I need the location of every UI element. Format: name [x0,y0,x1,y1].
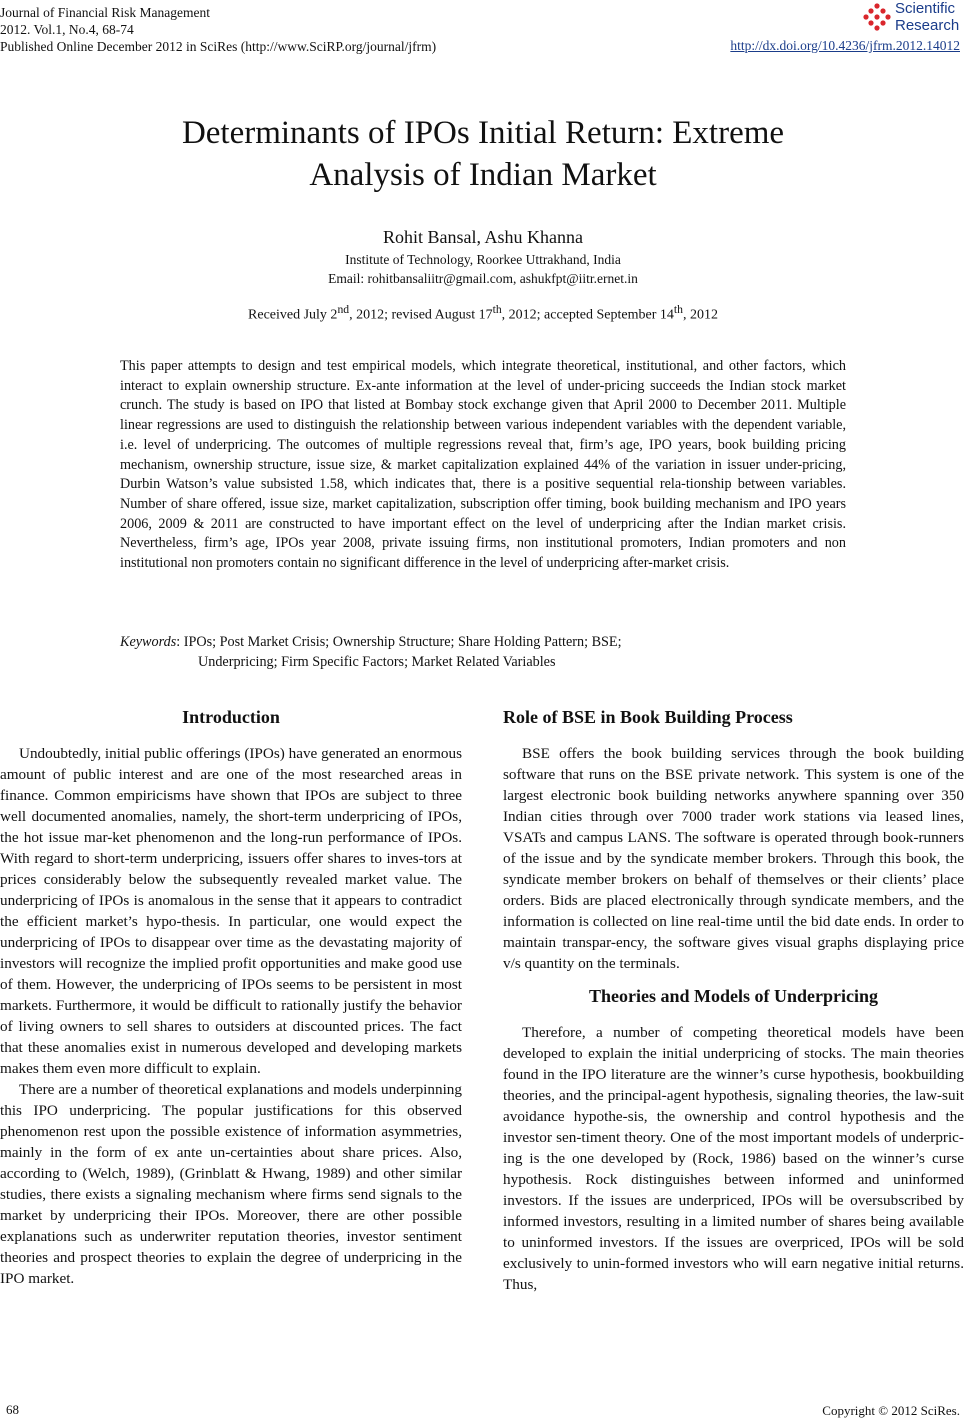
introduction-paragraph-1: Undoubtedly, initial public offerings (IPOs) have generated an enormous amount of public interest and are one of the most researched areas in finance. Common empiricisms have shown that IPOs are subject to three well documented anomalies, namely, the short-term underpricing of IPOs, the hot issue mar-ket phenomenon and the long-run performance of IPOs. With regard to short-term underpricing, issuers offer shares to inves-tors at prices considerably below the subsequently revealed market value. The underpricing of IPOs is anomalous in the sense that it appears to contradict the efficient market’s hypo-thesis. In particular, one would expect the underpricing of IPOs to disappear over time as the devastating majority of investors will recognize the implied profit opportunities and make good use of them. However, the underpricing of IPOs seems to be persistent in most markets. Furthermore, it would be difficult to rationally justify the behavior of living owners to sell shares to outsiders at discounted prices. The fact that these anomalies exist in numerous developed and developing markets makes them even more difficult to explain. [0,745,462,1077]
affiliation: Institute of Technology, Roorkee Uttrakhand, India [345,252,621,267]
journal-header [0,4,436,55]
scientific-research-logo [862,0,962,36]
right-column [503,705,964,1295]
copyright: Copyright © 2012 SciRes. [822,1403,960,1418]
submission-dates: Received July 2nd, 2012; revised August 17th, 2012; accepted September 14th, 2012 [248,303,718,323]
affiliation-block [0,250,966,288]
left-column [0,705,462,1289]
theories-heading: Theories and Models of Underpricing [588,986,878,1006]
introduction-heading: Introduction [182,707,280,727]
paper-title: Determinants of IPOs Initial Return: Extreme Analysis of Indian Market [181,115,785,193]
bse-heading: Role of BSE in Book Building Process [503,707,793,727]
page-number: 68 [6,1402,19,1417]
logo-dots-icon [862,2,892,32]
keywords-label: Keywords [120,634,177,650]
keywords: Keywords: IPOs; Post Market Crisis; Ownership Structure; Share Holding Pattern; BSE; Underpricing; Firm Specific Factors; Market Related Variables [120,634,622,670]
journal-name: Journal of Financial Risk Management [0,5,210,20]
doi-link[interactable]: http://dx.doi.org/10.4236/jfrm.2012.14012 [730,38,960,53]
publication-info: Published Online December 2012 in SciRes (http://www.SciRP.org/journal/jfrm) [0,39,437,54]
bse-paragraph: BSE offers the book building services through the book building software that runs on the BSE private network. This system is one of the largest electronic book building networks anywhere spanning over 350 Indian cities through over 7000 trader work stations via leased lines, VSATs and campus LANS. The software is operated through book-runners of the issue and by the syndicate member brokers. Through this book, the syndicate member brokers on behalf of themselves or their clients’ place orders. Bids are placed electronically through syndicate members, and the information is collected on line real-time until the bid date ends. In order to maintain transpar-ency, the software gives visual graphs displaying price v/s quantity on the terminals. [503,745,964,972]
logo-text: Scientific Research [895,0,960,34]
journal-volume: 2012. Vol.1, No.4, 68-74 [0,22,134,37]
introduction-paragraph-2: There are a number of theoretical explanations and models underpinning this IPO underpricing. The popular justifications for this observed phenomenon rest upon the possible existence of information asymmetries, mainly in the form of ex ante un-certainties about share prices. Also, according to (Welch, 1989), (Grinblatt & Hwang, 1989) and other similar studies, there exists a signaling mechanism where firms send signals to the market by underpricing their IPOs. Moreover, there are other possible explanations such as underwriter reputation theories, investor sentiment theories and prospect theories to explain the degree of underpricing in the IPO market. [0,1081,462,1287]
doi-link-container [730,38,960,54]
email: Email: rohitbansaliitr@gmail.com, ashukfpt@iitr.ernet.in [328,271,638,286]
authors: Rohit Bansal, Ashu Khanna [383,227,583,247]
abstract: This paper attempts to design and test empirical models, which integrate theoretical, institutional, and other factors, which interact to explain ownership structure. Ex-ante information at the level of under-pricing succeeds the Indian stock market crunch. The study is based on IPO that listed at Bombay stock exchange given that April 2000 to December 2011. Multiple linear regressions are used to distinguish the relationship between various independent variables with the dependent variable, i.e. level of underpricing. The outcomes of multiple regressions reveal that, firm’s age, IPO years, book building pricing mechanism, ownership structure, issue size, & market capitalization explained 44% of the variation in issuer under-pricing, Durbin Watson’s value subsisted 1.58, which indicates that, there is a positive sequential rela-tionship between variables. Number of share offered, issue size, market capitalization, subscription offer timing, book building mechanism and IPO years 2006, 2009 & 2011 are constructed to have important effect on the level of underpricing after the Indian market crisis. Nevertheless, firm’s age, IPOs year 2008, private issuing firms, non institutional promoters, Indian promoters and non institutional non promoters contain no significant difference in the level of underpricing after-market crisis. [120,358,846,572]
theories-paragraph: Therefore, a number of competing theoretical models have been developed to explain the initial underpricing of stocks. The main theories found in the IPO literature are the winner’s curse hypothesis, bookbuilding theories, and the principal-agent hypothesis, signaling theories, the law-suit avoidance hypothe-sis, the ownership and control hypothesis and the investor sen-timent theory. One of the most important models of underpric-ing is the one developed by (Rock, 1986) based on the winner’s curse hypothesis. Rock distinguishes between informed and uninformed investors. If the issues are underpriced, IPOs will be oversubscribed by informed investors, resulting in a limited number of shares being available to uninformed investors. If the issues are overpriced, IPOs will be sold exclusively to unin-formed investors who will earn negative initial returns. Thus, [503,1024,964,1293]
